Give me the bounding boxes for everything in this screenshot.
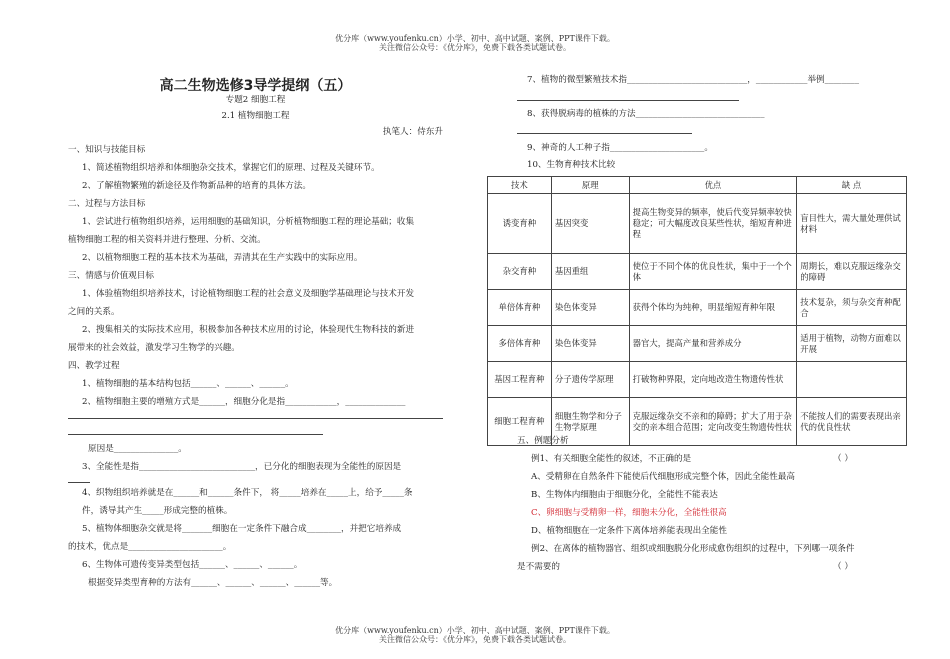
example-2-question-cont: 是不需要的 (517, 562, 560, 572)
goal-heading-1: 一、知识与技能目标 (68, 145, 146, 155)
column-header: 缺 点 (797, 177, 907, 194)
question-5-cont: 的技术，优点是______________________。 (68, 542, 232, 552)
goal-item: 1、尝试进行植物组织培养，运用细胞的基础知识，分析植物细胞工程的理论基础；收集 (82, 217, 415, 227)
question-4: 4、织物组织培养就是在______和______条件下， 将_____培养在_____上，给予_____条 (82, 488, 413, 498)
table-cell: 基因突变 (551, 194, 629, 254)
question-8: 8、获得脱病毒的植株的方法______________________________ (527, 109, 765, 119)
table-cell: 分子遗传学原理 (551, 362, 629, 398)
table-cell (797, 362, 907, 398)
answer-line (517, 133, 692, 134)
column-header: 技术 (488, 177, 552, 194)
table-cell: 周期长，难以克服远缘杂交的障碍 (797, 254, 907, 290)
example-2-answer-paren: （ ） (833, 562, 853, 572)
goal-item: 1、体验植物组织培养技术，讨论植物细胞工程的社会意义及细胞学基础理论与技术开发 (82, 289, 415, 299)
header-line-2: 关注微信公众号：《优分库》，免费下载各类试题试卷。 (379, 43, 571, 52)
question-6-cont: 根据变异类型育种的方法有______、______、______、______等。 (88, 578, 338, 588)
footer-line-1: 优分库（www.youfenku.cn）小学、初中、高中试题、案例、PPT课件下载。 (335, 626, 615, 635)
page-footer (0, 626, 950, 644)
document-title: 高二生物选修3导学提纲（五） (159, 78, 352, 94)
answer-line (68, 482, 90, 483)
question-10: 10、生物育种技术比较 (527, 160, 616, 170)
table-row (488, 362, 907, 398)
answer-line (517, 100, 739, 101)
table-cell: 打破物种界限，定向地改造生物遗传性状 (629, 362, 797, 398)
question-9: 9、神奇的人工种子指______________________。 (527, 143, 713, 153)
table-cell: 染色体变异 (551, 290, 629, 326)
table-row (488, 254, 907, 290)
author-label: 执笔人：侍东升 (382, 127, 443, 137)
goal-item: 2、以植物细胞工程的基本技术为基础，弄清其在生产实践中的实际应用。 (82, 253, 363, 263)
example-2-question: 例2、在离体的植物器官、组织或细胞脱分化形成愈伤组织的过程中，下列哪一项条件 (531, 544, 855, 554)
table-cell: 使位于不同个体的优良性状，集中于一个个体 (629, 254, 797, 290)
question-4-cont: 件，诱导其产生_____形成完整的植株。 (82, 506, 233, 516)
table-cell: 提高生物变异的频率，使后代变异频率较快稳定；可大幅度改良某些性状，缩短育种进程 (629, 194, 797, 254)
example-1-option-a: A、受精卵在自然条件下能使后代细胞形成完整个体，因此全能性最高 (531, 472, 796, 482)
example-1-question: 例1、有关细胞全能性的叙述，不正确的是 (531, 454, 692, 464)
table-cell: 细胞生物学和分子生物学原理 (551, 398, 629, 446)
table-row (488, 290, 907, 326)
question-1: 1、植物细胞的基本结构包括______、______、______。 (82, 379, 294, 389)
example-1-answer-paren: （ ） (833, 454, 853, 464)
table-cell: 诱变育种 (488, 194, 552, 254)
table-cell: 适用于植物，动物方面难以开展 (797, 326, 907, 362)
question-7: 7、植物的微型繁殖技术指____________________________，____________举例________ (527, 75, 860, 85)
goal-item: 2、了解植物繁殖的新途径及作物新品种的培育的具体方法。 (82, 181, 311, 191)
goal-item: 2、搜集相关的实际技术应用，积极参加各种技术应用的讨论，体验现代生物科技的新进 (82, 325, 415, 335)
question-5: 5、植物体细胞杂交就是将_______细胞在一定条件下融合成________，并把它培养成 (82, 524, 402, 534)
table-cell: 不能按人们的需要表现出亲代的优良性状 (797, 398, 907, 446)
table-row (488, 326, 907, 362)
column-header: 原理 (551, 177, 629, 194)
example-1-option-d: D、植物细胞在一定条件下离体培养能表现出全能性 (531, 526, 727, 536)
goal-item-cont: 之间的关系。 (68, 307, 120, 317)
footer-line-2: 关注微信公众号：《优分库》，免费下载各类试题试卷。 (379, 635, 571, 644)
page-header (0, 34, 950, 52)
goal-item-cont: 展带来的社会效益，激发学习生物学的兴趣。 (68, 343, 240, 353)
answer-line (68, 418, 443, 419)
table-cell: 杂交育种 (488, 254, 552, 290)
section-label: 2.1 植物细胞工程 (221, 111, 290, 121)
table-cell: 技术复杂，须与杂交育种配合 (797, 290, 907, 326)
goal-heading-3: 三、情感与价值观目标 (68, 271, 154, 281)
topic-label: 专题2 细胞工程 (225, 95, 286, 105)
table-header-row (488, 177, 907, 194)
table-cell: 克服远缘杂交不亲和的障碍；扩大了用于杂交的亲本组合范围；定向改变生物遗传性状 (629, 398, 797, 446)
table-cell: 细胞工程育种 (488, 398, 552, 446)
examples-heading: 五、例题分析 (517, 436, 569, 446)
column-header: 优点 (629, 177, 797, 194)
question-3: 3、全能性是指___________________________，已分化的细胞表现为全能性的原因是 (82, 462, 402, 472)
goal-item-cont: 植物细胞工程的相关资料并进行整理、分析、交流。 (68, 235, 266, 245)
goal-heading-2: 二、过程与方法目标 (68, 199, 146, 209)
question-2: 2、植物细胞主要的增殖方式是______，细胞分化是指____________，______________ (82, 397, 406, 407)
table-cell: 多倍体育种 (488, 326, 552, 362)
table-cell: 盲目性大，需大量处理供试材料 (797, 194, 907, 254)
header-line-1: 优分库（www.youfenku.cn）小学、初中、高中试题、案例、PPT课件下载。 (335, 34, 615, 43)
example-1-option-b: B、生物体内细胞由于细胞分化，全能性不能表达 (531, 490, 718, 500)
goal-item: 1、简述植物组织培养和体细胞杂交技术，掌握它们的原理、过程及关键环节。 (82, 163, 380, 173)
table-row (488, 194, 907, 254)
answer-line (68, 434, 323, 435)
question-2-reason: 原因是_______________。 (88, 444, 187, 454)
table-cell: 获得个体均为纯种，明显缩短育种年限 (629, 290, 797, 326)
table-cell: 器官大，提高产量和营养成分 (629, 326, 797, 362)
breeding-comparison-table (487, 176, 907, 446)
question-6: 6、生物体可遗传变异类型包括______、______、______。 (82, 560, 303, 570)
table-cell: 单倍体育种 (488, 290, 552, 326)
process-heading: 四、教学过程 (68, 361, 120, 371)
table-cell: 基因工程育种 (488, 362, 552, 398)
table-cell: 基因重组 (551, 254, 629, 290)
table-cell: 染色体变异 (551, 326, 629, 362)
example-1-option-c: C、卵细胞与受精卵一样，细胞未分化，全能性很高 (531, 508, 727, 518)
